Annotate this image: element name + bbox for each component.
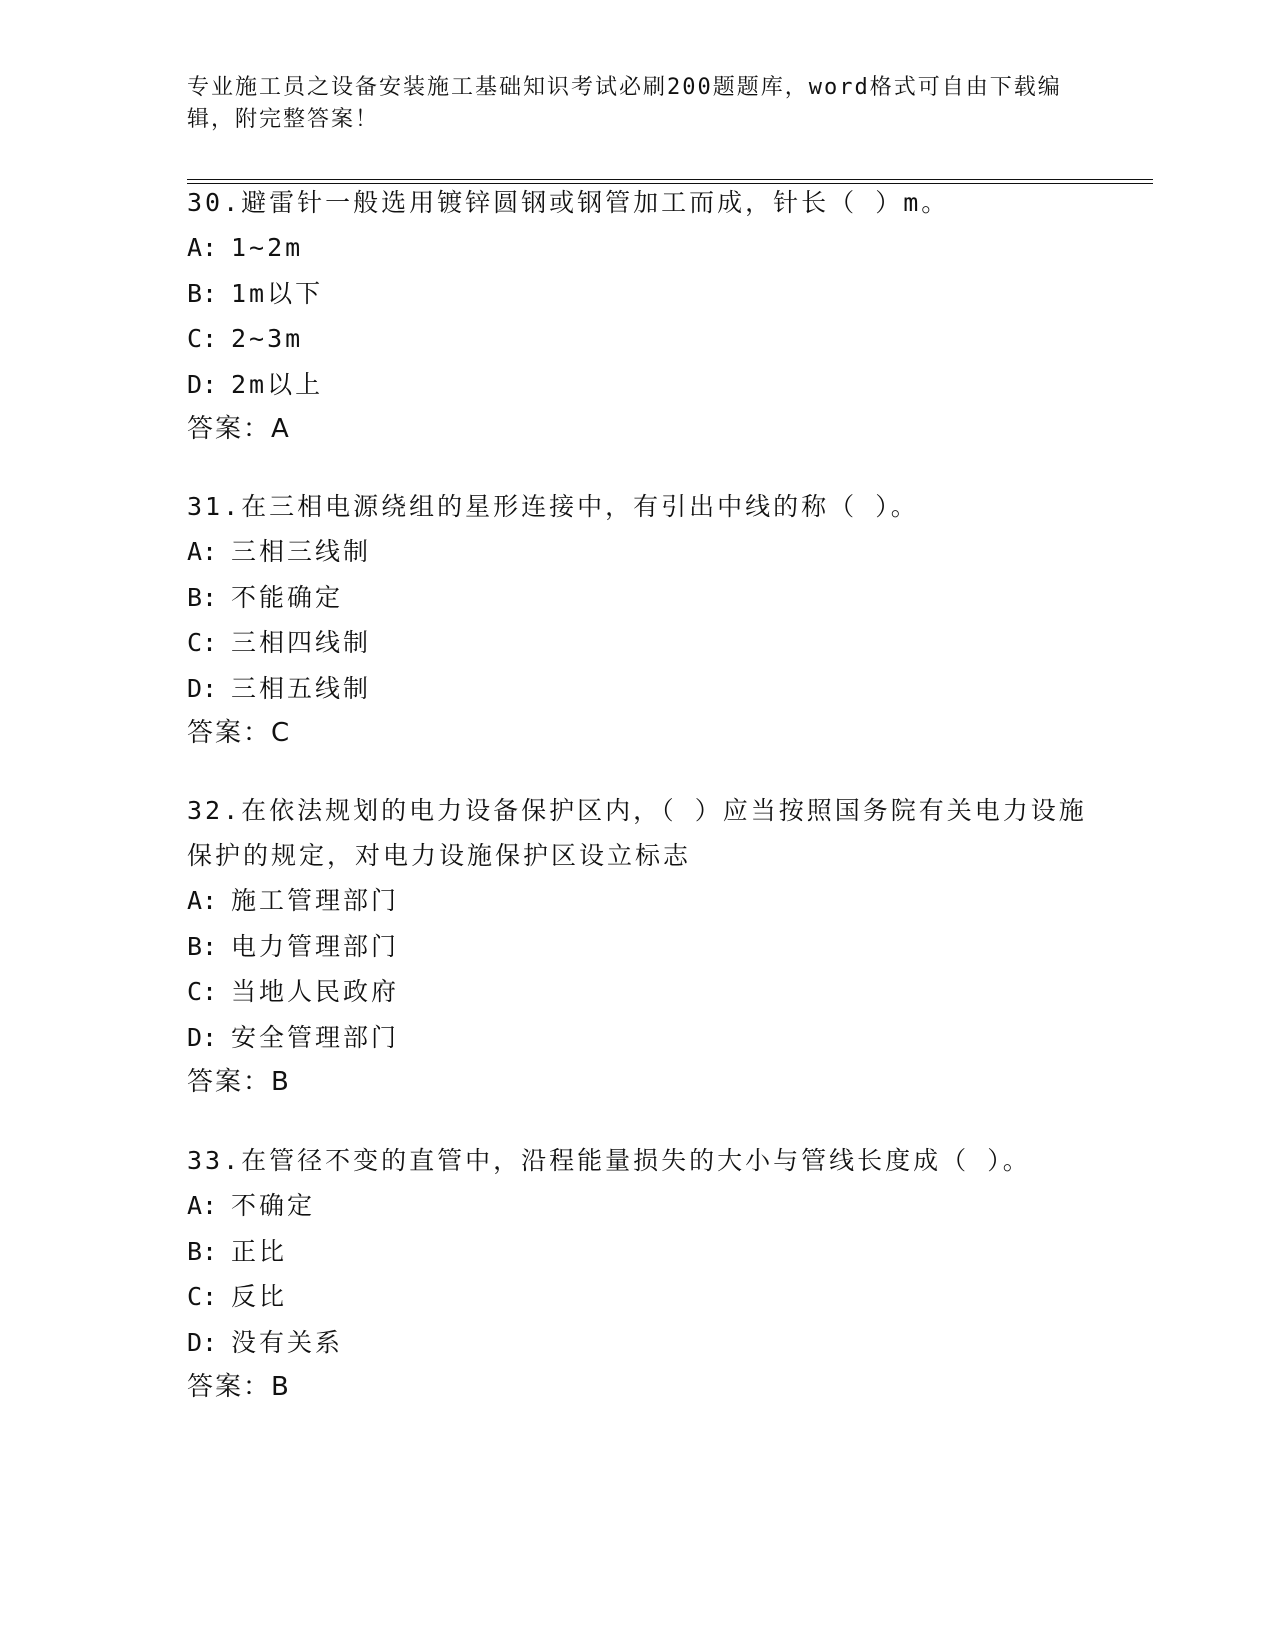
option-a	[187, 878, 1087, 924]
option-letter: D:	[187, 369, 218, 399]
option-text: 2~3m	[231, 324, 304, 353]
option-d	[187, 1320, 1087, 1366]
option-text: 施工管理部门	[231, 886, 400, 915]
document-header: 专业施工员之设备安装施工基础知识考试必刷200题题库，word格式可自由下载编辑，附完整答案！	[187, 75, 1062, 132]
option-text: 当地人民政府	[231, 977, 400, 1006]
option-text: 安全管理部门	[231, 1022, 400, 1052]
option-text: 1~2m	[231, 233, 304, 262]
option-b	[187, 924, 1087, 970]
option-c	[187, 969, 1087, 1015]
option-b	[187, 1229, 1087, 1275]
option-text: 没有关系	[231, 1327, 344, 1357]
option-letter: C:	[187, 977, 218, 1006]
option-b	[187, 575, 1087, 621]
option-d	[187, 666, 1087, 712]
answer-value: B	[271, 1372, 289, 1402]
option-letter: A:	[187, 233, 218, 262]
option-c	[187, 620, 1087, 666]
answer-label: 答案：	[187, 718, 272, 748]
option-letter: C:	[187, 1282, 218, 1311]
option-text: 三相四线制	[231, 628, 372, 657]
option-letter: B:	[187, 278, 218, 308]
option-letter: D:	[187, 1022, 218, 1052]
option-letter: D:	[187, 673, 218, 703]
answer-line	[187, 711, 1087, 757]
answer-label: 答案：	[187, 1067, 272, 1097]
question-32	[187, 788, 1087, 1106]
option-text: 1m以下	[231, 278, 324, 308]
question-stem: 31.在三相电源绕组的星形连接中，有引出中线的称（ ）。	[187, 492, 919, 521]
option-letter: B:	[187, 1236, 218, 1266]
answer-label: 答案：	[187, 1372, 272, 1402]
option-letter: A:	[187, 886, 218, 915]
answer-value: B	[271, 1067, 289, 1097]
option-d	[187, 362, 1087, 408]
answer-line	[187, 1365, 1087, 1411]
question-stem: 30.避雷针一般选用镀锌圆钢或钢管加工而成，针长（ ）m。	[187, 188, 950, 217]
option-letter: A:	[187, 1191, 218, 1220]
option-text: 2m以上	[231, 369, 324, 399]
answer-value: A	[271, 414, 289, 444]
question-33	[187, 1138, 1087, 1411]
option-letter: C:	[187, 324, 218, 353]
option-text: 不能确定	[231, 582, 344, 612]
option-text: 三相三线制	[231, 537, 372, 566]
option-text: 不确定	[231, 1191, 316, 1220]
answer-value: C	[271, 718, 290, 748]
option-text: 电力管理部门	[231, 931, 400, 961]
option-a	[187, 225, 1087, 271]
option-text: 反比	[231, 1282, 288, 1311]
option-letter: C:	[187, 628, 218, 657]
answer-label: 答案：	[187, 414, 272, 444]
option-a	[187, 1183, 1087, 1229]
question-stem: 33.在管径不变的直管中，沿程能量损失的大小与管线长度成（ ）。	[187, 1146, 1031, 1175]
question-30	[187, 180, 1087, 453]
option-c	[187, 316, 1087, 362]
option-text: 三相五线制	[231, 673, 372, 703]
answer-line	[187, 407, 1087, 453]
option-letter: B:	[187, 582, 218, 612]
option-letter: B:	[187, 931, 218, 961]
option-a	[187, 529, 1087, 575]
answer-line	[187, 1060, 1087, 1106]
option-letter: D:	[187, 1327, 218, 1357]
question-31	[187, 484, 1087, 757]
option-c	[187, 1274, 1087, 1320]
option-d	[187, 1015, 1087, 1061]
question-stem: 32.在依法规划的电力设备保护区内，（ ）应当按照国务院有关电力设施保护的规定，对电力设施保护区设立标志	[187, 796, 1087, 870]
option-letter: A:	[187, 537, 218, 566]
option-b	[187, 271, 1087, 317]
option-text: 正比	[231, 1236, 288, 1266]
